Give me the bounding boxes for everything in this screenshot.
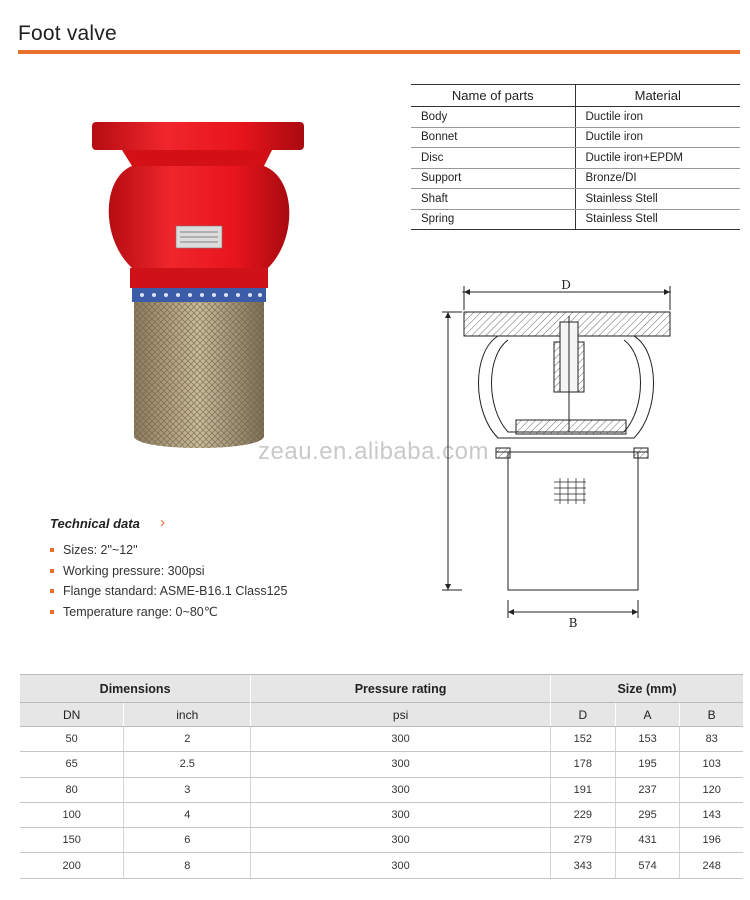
cell-a: 237 bbox=[615, 777, 680, 802]
cell-dn: 200 bbox=[20, 853, 124, 878]
cell-a: 574 bbox=[615, 853, 680, 878]
drawing-label-d: D bbox=[561, 278, 571, 292]
dimensions-group-header-row bbox=[20, 675, 743, 703]
parts-row bbox=[411, 209, 740, 230]
part-material: Ductile iron+EPDM bbox=[575, 148, 740, 169]
table-row bbox=[20, 727, 743, 752]
dimensions-table bbox=[20, 674, 743, 879]
cell-b: 120 bbox=[680, 777, 743, 802]
title-divider bbox=[18, 50, 740, 54]
cell-a: 295 bbox=[615, 802, 680, 827]
square-bullet-icon bbox=[50, 610, 54, 614]
cell-d: 343 bbox=[550, 853, 615, 878]
header-dimensions: Dimensions bbox=[20, 675, 251, 703]
cell-a: 153 bbox=[615, 727, 680, 752]
dimensions-sub-header-row bbox=[20, 703, 743, 727]
cell-inch: 2 bbox=[124, 727, 251, 752]
parts-row bbox=[411, 148, 740, 169]
cell-psi: 300 bbox=[251, 802, 551, 827]
foot-valve-section-drawing bbox=[436, 272, 672, 632]
cell-psi: 300 bbox=[251, 752, 551, 777]
spec-item bbox=[50, 602, 287, 623]
table-row bbox=[20, 828, 743, 853]
spec-item-text: Flange standard: ASME-B16.1 Class125 bbox=[63, 584, 288, 599]
part-material: Stainless Stell bbox=[575, 209, 740, 230]
square-bullet-icon bbox=[50, 589, 54, 593]
part-material: Ductile iron bbox=[575, 127, 740, 148]
cell-b: 196 bbox=[680, 828, 743, 853]
part-material: Stainless Stell bbox=[575, 189, 740, 210]
watermark: zeau.en.alibaba.com bbox=[258, 438, 489, 465]
part-name: Spring bbox=[411, 209, 575, 230]
cell-inch: 4 bbox=[124, 802, 251, 827]
table-row bbox=[20, 777, 743, 802]
cell-inch: 6 bbox=[124, 828, 251, 853]
cell-inch: 8 bbox=[124, 853, 251, 878]
parts-row bbox=[411, 168, 740, 189]
header-psi: psi bbox=[251, 703, 551, 727]
cell-d: 191 bbox=[550, 777, 615, 802]
cell-psi: 300 bbox=[251, 777, 551, 802]
part-name: Support bbox=[411, 168, 575, 189]
header-b: B bbox=[680, 703, 743, 727]
foot-valve-product-image bbox=[92, 118, 312, 458]
cell-inch: 3 bbox=[124, 777, 251, 802]
parts-row bbox=[411, 107, 740, 128]
header-pressure-rating: Pressure rating bbox=[251, 675, 551, 703]
parts-header-name: Name of parts bbox=[411, 85, 575, 107]
spec-item-text: Sizes: 2"~12" bbox=[63, 543, 138, 558]
parts-header-material: Material bbox=[575, 85, 740, 107]
drawing-label-b: B bbox=[568, 616, 578, 630]
header-d: D bbox=[550, 703, 615, 727]
table-row bbox=[20, 752, 743, 777]
cell-psi: 300 bbox=[251, 853, 551, 878]
cell-dn: 50 bbox=[20, 727, 124, 752]
part-name: Bonnet bbox=[411, 127, 575, 148]
chevron-right-icon: › bbox=[160, 514, 165, 531]
parts-row bbox=[411, 127, 740, 148]
cell-dn: 65 bbox=[20, 752, 124, 777]
header-a: A bbox=[615, 703, 680, 727]
cell-psi: 300 bbox=[251, 727, 551, 752]
cell-a: 195 bbox=[615, 752, 680, 777]
page-title: Foot valve bbox=[18, 22, 117, 45]
cell-d: 279 bbox=[550, 828, 615, 853]
table-row bbox=[20, 853, 743, 878]
square-bullet-icon bbox=[50, 569, 54, 573]
parts-row bbox=[411, 189, 740, 210]
cell-b: 143 bbox=[680, 802, 743, 827]
technical-spec-list bbox=[50, 540, 287, 622]
table-row bbox=[20, 802, 743, 827]
header-size-mm: Size (mm) bbox=[550, 675, 743, 703]
parts-header-row bbox=[411, 85, 740, 107]
cell-d: 229 bbox=[550, 802, 615, 827]
cell-b: 103 bbox=[680, 752, 743, 777]
header-dn: DN bbox=[20, 703, 124, 727]
spec-item bbox=[50, 561, 287, 582]
cell-dn: 150 bbox=[20, 828, 124, 853]
spec-item-text: Temperature range: 0~80℃ bbox=[63, 605, 218, 620]
header-inch: inch bbox=[124, 703, 251, 727]
cell-d: 152 bbox=[550, 727, 615, 752]
cell-b: 83 bbox=[680, 727, 743, 752]
part-material: Ductile iron bbox=[575, 107, 740, 128]
part-material: Bronze/DI bbox=[575, 168, 740, 189]
spec-item-text: Working pressure: 300psi bbox=[63, 563, 205, 578]
parts-material-table bbox=[411, 84, 740, 230]
cell-dn: 100 bbox=[20, 802, 124, 827]
part-name: Body bbox=[411, 107, 575, 128]
cell-d: 178 bbox=[550, 752, 615, 777]
part-name: Shaft bbox=[411, 189, 575, 210]
cell-inch: 2.5 bbox=[124, 752, 251, 777]
spec-item bbox=[50, 540, 287, 561]
cell-dn: 80 bbox=[20, 777, 124, 802]
square-bullet-icon bbox=[50, 548, 54, 552]
cell-psi: 300 bbox=[251, 828, 551, 853]
part-name: Disc bbox=[411, 148, 575, 169]
cell-a: 431 bbox=[615, 828, 680, 853]
spec-item bbox=[50, 581, 287, 602]
cell-b: 248 bbox=[680, 853, 743, 878]
technical-data-heading: Technical data bbox=[50, 516, 140, 531]
